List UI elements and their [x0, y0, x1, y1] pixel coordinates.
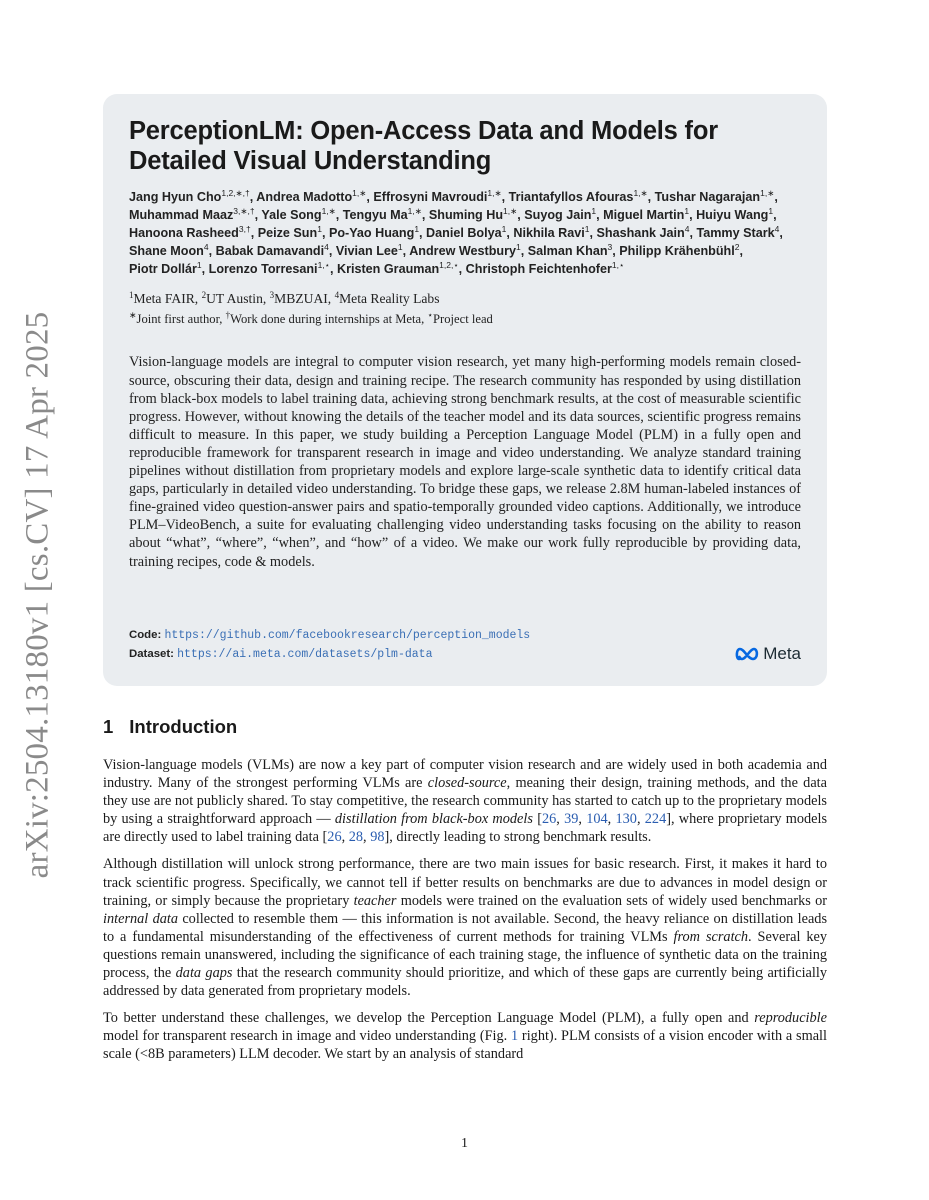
author-name: Philipp Krähenbühl$^2$ [619, 242, 740, 259]
paragraph: Vision-language models (VLMs) are now a key part of computer vision research and are widely used in both academia and industry. Many of the strongest performing VLMs are closed-source, meaning their design, training methods, and the data they use are not publicly shared. To stay competitive, the research community has started to catch up to the proprietary models by using a straightforward approach — distillation from black-box models [26, 39, 104, 130, 224], where proprietary models are directly used to label training data [26, 28, 98], directly leading to strong benchmark results. [103, 757, 828, 846]
author-name: Piotr Dollár$^1$ [129, 260, 202, 277]
code-label: Code: [129, 629, 162, 641]
paragraph: Although distillation will unlock strong performance, there are two main issues for basic research. First, it makes it hard to track scientific progress. Specifically, we cannot tell if better results on benchmarks are due to advances in model design or training, or simply because the proprietary teacher models were trained on the evaluation sets of widely used benchmarks or internal data collected to resemble them — this information is not available. Second, the heavy reliance on distillation leads to a fundamental misunderstanding of the effectiveness of current methods for training VLMs from scratch. Several key questions remain unanswered, including the significance of each training stage, the influence of synthetic data on the training process, the data gaps that the research community should prioritize, and which of these gaps are currently being artificially addressed by data generated from proprietary models. [103, 856, 828, 1000]
author-name: Shuming $Hu^{1,∗}$ [428, 206, 518, 223]
affiliation-text: MBZUAI, [274, 291, 335, 307]
author-note-marker: ∗ [129, 310, 137, 321]
citation-link[interactable]: 130 [615, 811, 637, 828]
citation-link[interactable]: 28 [348, 829, 364, 846]
meta-logo [735, 644, 801, 664]
affiliation-text: Meta Reality Labs [339, 291, 440, 307]
author-affiliation-marker: 1,⋆ [317, 260, 330, 271]
code-link-row [129, 626, 530, 645]
author-name: Daniel Bolya$^1$ [426, 224, 507, 241]
citation-link[interactable]: 39 [564, 811, 579, 828]
author-affiliation-marker: 4 [774, 224, 780, 235]
author-name: Peize Sun$^1$ [257, 224, 322, 241]
author-name: Miguel Martin$^1$ [603, 206, 690, 223]
author-affiliation-marker: 1 [196, 260, 202, 271]
citation-link[interactable]: 224 [644, 811, 667, 828]
affiliation-marker: 1 [129, 290, 134, 301]
author-name: Shane Moon$^4$ [129, 242, 209, 259]
author-affiliation-marker: 1,∗ [321, 206, 336, 217]
dataset-link[interactable]: https://ai.meta.com/datasets/plm-data [177, 648, 433, 661]
author-name: Triantafyllos Afouras$^{1,∗}$ [508, 188, 648, 204]
author-name: Tushar Nagarajan$^{1,∗}$ [654, 188, 775, 204]
emphasis: distillation from black-box models [334, 811, 533, 828]
author-affiliation-marker: 1 [501, 224, 507, 235]
resource-links [129, 626, 530, 664]
affiliation-marker: 4 [334, 290, 340, 301]
citation-link[interactable]: 1 [511, 1028, 519, 1045]
author-name: Hanoona Rasheed$^{3,\dagger}$ [129, 224, 251, 241]
author-name: Christoph Feichtenhofer$^{1,⋆}$ [465, 260, 625, 277]
paper-title: PerceptionLM: Open-Access Data and Models for Detailed Visual Understanding [129, 117, 718, 175]
author-name: Babak Damavandi$^4$ [215, 242, 329, 259]
emphasis: teacher [353, 892, 397, 909]
paper-header [103, 94, 827, 686]
author-name: Tammy Stark$^4$ [696, 224, 780, 241]
code-link[interactable]: https://github.com/facebookresearch/perception_models [164, 629, 531, 642]
author-note-text: Work done during internships at Meta, [230, 312, 428, 327]
emphasis: data gaps [175, 965, 233, 982]
author-name: Muhammad Maaz$^{3,∗,\dagger}$ [129, 206, 255, 223]
affiliations [129, 289, 801, 329]
author-note-marker: ⋆ [427, 310, 434, 321]
author-name: Nikhila Ravi$^1$ [513, 224, 590, 241]
emphasis: reproducible [754, 1010, 827, 1027]
affiliation-line [129, 289, 801, 309]
author-list: Jang Hyun Cho$^{1,2,∗,\dagger}$, Andrea Madotto$^{1,∗}$, Effrosyni Mavroudi$^{1,∗}$, Triantafyllos Afouras$^{1,∗}$, Tushar Nagarajan$^{1,∗}$, Muhammad Maaz$^{3,∗,\dagger}$, Yale Song$^{1,∗}$, Tengyu $Ma^{1,∗}$, Shuming $Hu^{1,∗}$, Suyog Jain$^1$, Miguel Martin$^1$, Huiyu Wang$^1$, Hanoona Rasheed$^{3,\dagger}$, Peize Sun$^1$, Po-Yao Huang$^1$, Daniel Bolya$^1$, Nikhila Ravi$^1$, Shashank Jain$^4$, Tammy Stark$^4$, Shane Moon$^4$, Babak Damavandi$^4$, Vivian Lee$^1$, Andrew Westbury$^1$, Salman Khan$^3$, Philipp Krähenbühl$^2$, Piotr Dollár$^1$, Lorenzo Torresani$^{1,⋆}$, Kristen Grauman$^{1,2,⋆}$, Christoph Feichtenhofer$^{1,⋆}$ [129, 188, 783, 277]
author-affiliation-marker: 4 [684, 224, 690, 235]
author-affiliation-marker: 1 [414, 224, 420, 235]
emphasis: closed-source [427, 775, 507, 792]
arxiv-identifier [14, 300, 62, 890]
author-affiliation-marker: 1,∗ [760, 188, 775, 198]
author-name: Suyog Jain$^1$ [524, 206, 597, 223]
author-affiliation-marker: 1 [591, 206, 597, 217]
affiliation-marker: 2 [201, 290, 207, 301]
author-affiliation-marker: 1 [768, 206, 774, 217]
dataset-link-row [129, 645, 530, 664]
citation-link[interactable]: 98 [370, 829, 385, 846]
abstract: Vision-language models are integral to computer vision research, yet many high-performing models remain closed-source, obscuring their data, design and training recipe. The research community has responded by using distillation from black-box models to label training data, achieving strong benchmark results, at the cost of measurable scientific progress. However, without knowing the details of the teacher model and its data sources, scientific progress remains difficult to measure. In this paper, we study building a Perception Language Model (PLM) in a fully open and reproducible framework for transparent research in image and video understanding. We analyze standard training pipelines without distillation from proprietary models and explore large-scale synthetic data to identify critical data gaps, particularly in detailed video understanding. To bridge these gaps, we release 2.8M human-labeled instances of fine-grained video question-answer pairs and spatio-temporally grounded video captions. Additionally, we introduce PLM–VideoBench, a suite for evaluating challenging video understanding tasks focusing on the ability to reason about “what”, “where”, “when”, and “how” of a video. We make our work fully reproducible by providing data, training recipes, code & models. [129, 354, 801, 570]
author-affiliation-marker: 1 [397, 242, 403, 253]
author-name: Andrew Westbury$^1$ [409, 242, 521, 259]
author-affiliation-marker: 1,⋆ [611, 260, 625, 271]
paragraph: To better understand these challenges, we develop the Perception Language Model (PLM), a fully open and reproducible model for transparent research in image and video understanding (Fig. 1 right). PLM consists of a vision encoder with a small scale (<8B parameters) LLM decoder. We start by an analysis of standard [103, 1010, 827, 1063]
author-affiliation-marker: 2 [734, 242, 740, 253]
page-number: 1 [461, 1136, 468, 1151]
author-affiliation-marker: 1 [317, 224, 322, 235]
author-name: Salman Khan$^3$ [527, 242, 613, 259]
citation-link[interactable]: 26 [327, 829, 342, 846]
introduction-body [103, 756, 827, 1073]
author-note-text: Joint first author, [136, 312, 226, 327]
section-title: Introduction [129, 716, 238, 737]
author-name: Po-Yao Huang$^1$ [328, 224, 420, 241]
affiliation-marker: 3 [269, 290, 275, 301]
citation-link[interactable]: 104 [586, 811, 608, 828]
affiliation-text: Meta FAIR, [133, 291, 202, 307]
meta-logo-text: Meta [763, 644, 801, 663]
author-affiliation-marker: 1,2,∗,† [221, 188, 250, 198]
author-note-marker: † [225, 310, 231, 321]
author-affiliation-marker: 1,∗ [503, 206, 518, 217]
author-affiliation-marker: 1,2,⋆ [439, 260, 459, 271]
section-number: 1 [103, 716, 114, 737]
author-name: Huiyu Wang$^1$ [696, 206, 774, 223]
author-name: Tengyu $Ma^{1,∗}$ [342, 206, 422, 223]
author-affiliation-marker: 3,∗,† [233, 206, 255, 217]
author-affiliation-marker: 1,∗ [487, 188, 502, 198]
author-name: Vivian Lee$^1$ [335, 242, 403, 259]
citation-link[interactable]: 26 [541, 811, 557, 828]
author-affiliation-marker: 1,∗ [407, 206, 422, 217]
emphasis: internal data [103, 910, 179, 927]
author-name: Yale Song$^{1,∗}$ [261, 206, 336, 223]
author-name: Andrea Madotto$^{1,∗}$ [256, 188, 367, 204]
author-affiliation-marker: 1 [684, 206, 690, 217]
author-name: Jang Hyun Cho$^{1,2,∗,\dagger}$ [129, 188, 250, 204]
author-name: Lorenzo Torresani$^{1,⋆}$ [208, 260, 330, 277]
author-affiliation-marker: 4 [203, 242, 209, 253]
meta-infinity-icon [735, 646, 761, 662]
author-affiliation-marker: 1,∗ [352, 188, 367, 198]
author-name: Shashank Jain$^4$ [596, 224, 690, 241]
section-heading [103, 716, 237, 738]
author-notes [129, 309, 801, 329]
author-affiliation-marker: 1 [584, 224, 590, 235]
author-affiliation-marker: 3 [607, 242, 613, 253]
author-affiliation-marker: 1,∗ [633, 188, 648, 198]
author-note-text: Project lead [433, 312, 493, 327]
dataset-label: Dataset: [129, 648, 174, 660]
affiliation-text: UT Austin, [206, 291, 270, 307]
arxiv-id-text: arXiv:2504.13180v1 [cs.CV] 17 Apr 2025 [19, 311, 56, 879]
author-affiliation-marker: 4 [324, 242, 329, 253]
author-affiliation-marker: 1 [516, 242, 521, 253]
author-affiliation-marker: 3,† [238, 224, 251, 235]
emphasis: from scratch [673, 928, 749, 945]
author-name: Kristen Grauman$^{1,2,⋆}$ [336, 260, 459, 277]
author-name: Effrosyni Mavroudi$^{1,∗}$ [373, 188, 502, 204]
